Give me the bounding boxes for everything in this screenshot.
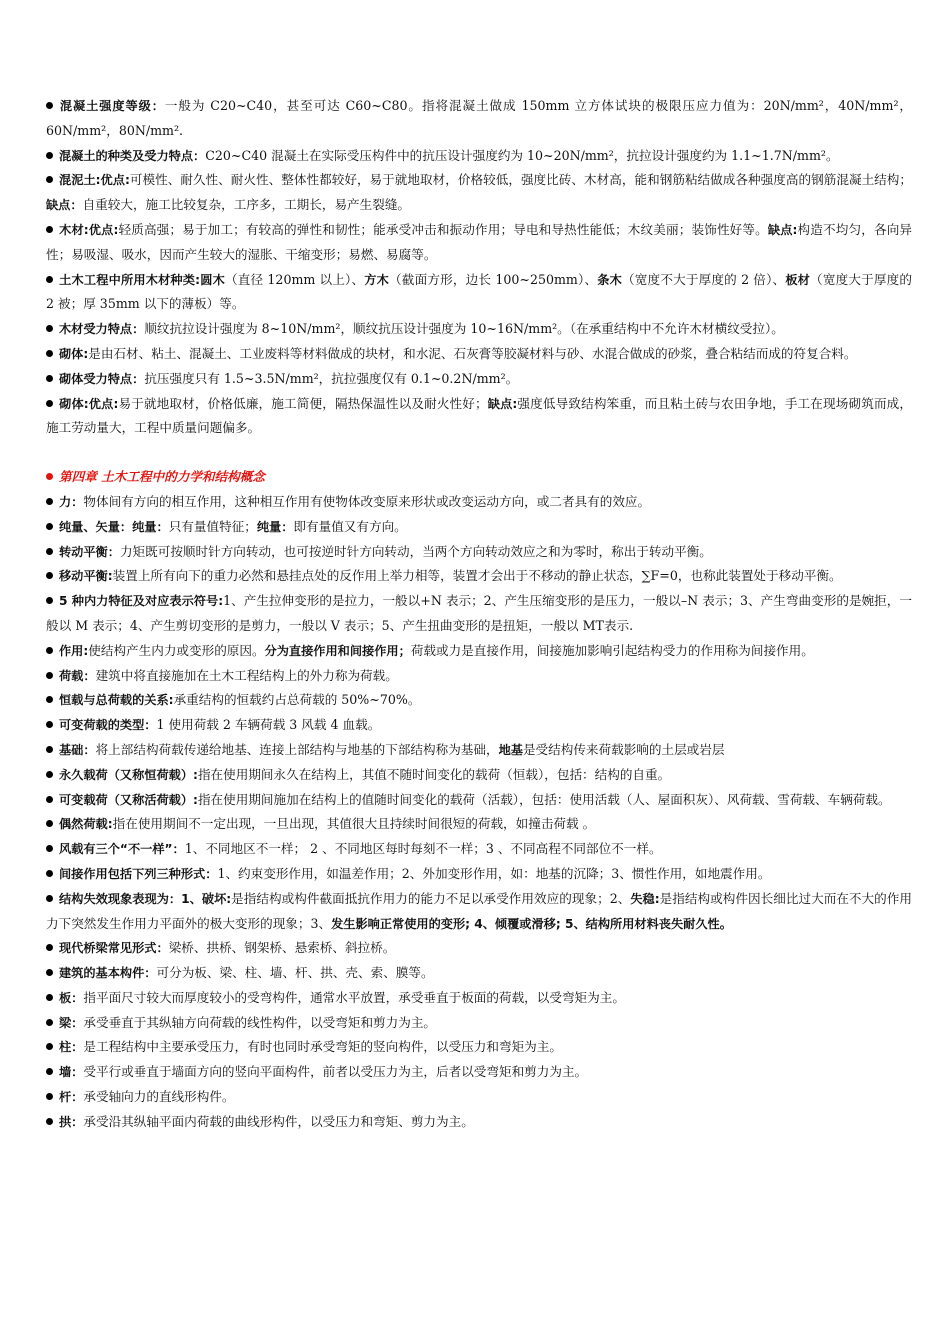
bullet-icon: [46, 696, 53, 703]
item-text: 梁桥、拱桥、钢架桥、悬索桥、斜拉桥。: [168, 940, 396, 956]
item-term: 墙：: [59, 1065, 84, 1080]
item-term: 作用:: [59, 643, 89, 658]
bullet-icon: [46, 548, 53, 555]
item-text: 是受结构传来荷载影响的土层或岩层: [522, 741, 725, 757]
bullet-icon: [46, 350, 53, 357]
list-item: [46, 218, 912, 268]
item-term: 缺点:: [487, 396, 518, 411]
chapter-title: 第四章 土木工程中的力学和结构概念: [59, 469, 265, 485]
bullet-icon: [46, 276, 53, 283]
list-item: [46, 713, 912, 738]
item-text: C20~C40 混凝土在实际受压构件中的抗压设计强度约为 10~20N/mm²，抗拉设计强度约为 1.1~1.7N/mm²。: [205, 147, 839, 163]
list-item: [46, 1035, 912, 1060]
bullet-icon: [46, 820, 53, 827]
item-term: 砌体受力特点：: [59, 371, 145, 386]
bullet-icon: [46, 1093, 53, 1100]
bullet-icon: [46, 572, 53, 579]
item-text: 可模性、耐久性、耐火性、整体性都较好，易于就地取材，价格较低，强度比砖、木材高，能和钢筋粘结做成各种强度高的钢筋混凝土结构；: [129, 172, 913, 188]
item-text: 使结构产生内力或变形的原因。: [88, 642, 265, 658]
list-item: [46, 94, 912, 144]
item-text: 1、产生拉伸变形的是拉力，一般以+N 表示；2、产生压缩变形的是压力，一般以–N 表示；3、产生弯曲变形的是婉拒，一般以 M 表示；4、产生剪切变形的是剪力，一般以 V 表示；5、产生扭曲变形的是扭矩，一般以 MT表示.: [46, 593, 912, 633]
list-item: [46, 763, 912, 788]
item-term: 混凝土强度等级：: [59, 99, 165, 113]
item-term: 发生影响正常使用的变形; 4、倾覆或滑移; 5、结构所用材料丧失耐久性。: [331, 916, 732, 931]
item-term: 恒载与总荷载的关系:: [59, 693, 174, 708]
list-item: [46, 317, 912, 342]
item-text: 易于就地取材，价格低廉，施工简便，隔热保温性以及耐火性好；: [118, 395, 488, 411]
item-term: 混凝土的种类及受力特点：: [59, 148, 206, 163]
list-item: [46, 1011, 912, 1036]
item-text: 建筑中将直接施加在土木工程结构上的外力称为荷载。: [95, 667, 398, 683]
bullet-icon: [46, 944, 53, 951]
list-item: [46, 688, 912, 713]
item-text: 承受沿其纵轴平面内荷载的曲线形构件，以受压力和弯矩、剪力为主。: [83, 1113, 474, 1129]
item-text: （宽度大于厚度的 2 被；厚 35mm 以下的薄板）等。: [46, 271, 913, 312]
item-term: 柱：: [59, 1040, 84, 1055]
item-term: 纯量、矢量：纯量：: [59, 519, 169, 534]
list-item: [46, 168, 912, 218]
bullet-icon: [46, 1068, 53, 1075]
section-mechanics: [46, 490, 912, 1135]
list-item: [46, 738, 912, 763]
item-term: 板材: [785, 272, 811, 287]
item-text: 受平行或垂直于墙面方向的竖向平面构件，前者以受压力为主，后者以受弯矩和剪力为主。: [83, 1064, 588, 1080]
item-term: 可变荷载的类型：: [59, 718, 157, 733]
bullet-icon: [46, 721, 53, 728]
item-text: 1、不同地区不一样； 2 、不同地区每时每刻不一样；3 、不同高程不同部位不一样。: [184, 841, 662, 857]
item-text: 一般为 C20~C40，甚至可达 C60~C80。指将混凝土做成 150mm 立方体试块的极限压应力值为：20N/mm²，40N/mm²，60N/mm²，80N/mm².: [46, 98, 913, 138]
item-text: 顺纹抗拉设计强度为 8~10N/mm²，顺纹抗压设计强度为 10~16N/mm²。（在承重结构中不允许木材横纹受拉）。: [144, 321, 784, 337]
item-term: 偶然荷载:: [59, 817, 113, 832]
item-text: 是指结构或构件因长细比过大而在不大的作用力下突然发生作用力平面外的极大变形的现象；3、: [46, 890, 912, 931]
bullet-icon: [46, 1043, 53, 1050]
item-text: 即有量值又有方向。: [293, 518, 407, 534]
item-term: 地基: [498, 742, 523, 757]
list-item: [46, 342, 912, 367]
list-item: [46, 639, 912, 664]
list-item: [46, 936, 912, 961]
list-item: [46, 837, 912, 862]
list-item: [46, 1085, 912, 1110]
bullet-icon: [46, 870, 53, 877]
list-item: [46, 540, 912, 565]
document-page: [46, 94, 912, 1135]
item-term: 结构失效现象表现为：1、破坏:: [59, 891, 232, 906]
item-term: 杆：: [59, 1090, 84, 1105]
list-item: [46, 986, 912, 1011]
bullet-icon: [46, 498, 53, 505]
item-text: 物体间有方向的相互作用，这种相互作用有使物体改变原来形状或改变运动方向，或二者具有的效应。: [83, 493, 651, 509]
item-text: （宽度不大于厚度的 2 倍）、: [622, 271, 786, 287]
item-text: 是工程结构中主要承受压力，有时也同时承受弯矩的竖向构件，以受压力和弯矩为主。: [83, 1039, 562, 1055]
section-gap: [46, 441, 912, 465]
item-term: 砌体:优点:: [59, 396, 119, 411]
item-text: 1、约束变形作用，如温差作用；2、外加变形作用，如：地基的沉降；3、惯性作用，如地震作用。: [217, 865, 771, 881]
bullet-icon: [46, 597, 53, 604]
list-item: [46, 490, 912, 515]
item-term: 风载有三个“不一样”：: [59, 842, 185, 857]
item-text: 强度低导致结构笨重，而且粘土砖与农田争地，手工在现场砌筑而成，施工劳动量大，工程中质量问题偏多。: [46, 395, 913, 436]
item-term: 梁：: [59, 1015, 84, 1030]
bullet-icon: [46, 473, 53, 480]
bullet-icon: [46, 226, 53, 233]
item-term: 拱：: [59, 1114, 84, 1129]
item-term: 缺点:: [767, 222, 798, 237]
bullet-icon: [46, 746, 53, 753]
item-text: 指在使用期间施加在结构上的值随时间变化的载荷（活载），包括：使用活载（人、屋面积灰）、风荷载、雪荷载、车辆荷载。: [197, 791, 891, 807]
bullet-icon: [46, 375, 53, 382]
item-text: 只有量值特征；: [168, 518, 257, 534]
list-item: [46, 812, 912, 837]
list-item: [46, 887, 912, 937]
list-item: [46, 515, 912, 540]
item-term: 间接作用包括下列三种形式：: [59, 866, 218, 881]
item-term: 建筑的基本构件：: [59, 966, 157, 981]
list-item: [46, 1110, 912, 1135]
section-materials: [46, 94, 912, 441]
item-text: 是指结构或构件截面抵抗作用力的能力不足以承受作用效应的现象；2、: [231, 890, 631, 906]
bullet-icon: [46, 102, 53, 109]
item-term: 木材受力特点：: [59, 322, 145, 337]
item-text: 承重结构的恒载约占总荷载的 50%~70%。: [173, 692, 421, 708]
item-term: 木材:优点:: [59, 222, 119, 237]
list-item: [46, 664, 912, 689]
bullet-icon: [46, 895, 53, 902]
item-text: 承受垂直于其纵轴方向荷载的线性构件，以受弯矩和剪力为主。: [83, 1014, 436, 1030]
bullet-icon: [46, 325, 53, 332]
list-item: [46, 589, 912, 639]
list-item: [46, 788, 912, 813]
item-term: 失稳:: [630, 891, 660, 906]
item-term: 力：: [59, 494, 84, 509]
bullet-icon: [46, 523, 53, 530]
item-term: 混泥土:优点:: [59, 173, 130, 188]
item-term: 土木工程中所用木材种类:圆木: [59, 272, 225, 287]
item-term: 现代桥梁常见形式：: [59, 941, 169, 956]
item-term: 砌体:: [59, 346, 89, 361]
list-item: [46, 961, 912, 986]
item-text: 力矩既可按顺时针方向转动，也可按逆时针方向转动，当两个方向转动效应之和为零时，称出于转动平衡。: [119, 543, 712, 559]
item-text: 荷载或力是直接作用，间接施加影响引起结构受力的作用称为间接作用。: [410, 642, 814, 658]
item-text: 轻质高强；易于加工；有较高的弹性和韧性；能承受冲击和振动作用；导电和导热性能低；木纹美丽；装饰性好等。: [118, 221, 768, 237]
item-text: 是由石材、粘土、混凝土、工业废料等材料做成的块材，和水泥、石灰膏等胶凝材料与砂、水混合做成的砂浆，叠合粘结而成的符复合料。: [88, 345, 857, 361]
item-text: （直径 120mm 以上）、: [224, 271, 365, 287]
bullet-icon: [46, 796, 53, 803]
bullet-icon: [46, 1019, 53, 1026]
list-item: [46, 392, 912, 442]
list-item: [46, 564, 912, 589]
item-text: 装置上所有向下的重力必然和悬挂点处的反作用上举力相等，装置才会出于不移动的静止状态，∑F=0，也称此装置处于移动平衡。: [112, 568, 842, 584]
bullet-icon: [46, 994, 53, 1001]
item-term: 永久载荷（又称恒荷载）:: [59, 767, 198, 782]
item-text: 承受轴向力的直线形构件。: [83, 1089, 235, 1105]
list-item: [46, 367, 912, 392]
item-text: 指在使用期间永久在结构上，其值不随时间变化的载荷（恒载），包括：结构的自重。: [197, 766, 671, 782]
item-term: 荷载：: [59, 668, 96, 683]
item-term: 缺点：: [46, 198, 83, 213]
item-term: 板：: [59, 990, 84, 1005]
item-term: 移动平衡:: [59, 569, 113, 584]
bullet-icon: [46, 400, 53, 407]
item-text: 可分为板、梁、柱、墙、杆、拱、壳、索、膜等。: [156, 965, 434, 981]
list-item: [46, 862, 912, 887]
bullet-icon: [46, 176, 53, 183]
item-text: 将上部结构荷载传递给地基、连接上部结构与地基的下部结构称为基础，: [95, 741, 499, 757]
bullet-icon: [46, 845, 53, 852]
item-text: 1 使用荷载 2 车辆荷载 3 风载 4 血载。: [156, 717, 381, 733]
list-item: [46, 144, 912, 169]
bullet-icon: [46, 771, 53, 778]
bullet-icon: [46, 672, 53, 679]
item-term: 条木: [597, 272, 623, 287]
item-term: 分为直接作用和间接作用；: [264, 643, 411, 658]
item-term: 5 种内力特征及对应表示符号:: [59, 594, 224, 609]
item-term: 可变载荷（又称活荷载）:: [59, 792, 198, 807]
list-item: [46, 268, 912, 318]
item-term: 转动平衡：: [59, 544, 120, 559]
bullet-icon: [46, 969, 53, 976]
item-text: 自重较大，施工比较复杂，工序多，工期长，易产生裂缝。: [82, 197, 410, 213]
bullet-icon: [46, 152, 53, 159]
chapter-heading: [46, 465, 912, 490]
item-text: 指平面尺寸较大而厚度较小的受弯构件，通常水平放置，承受垂直于板面的荷载，以受弯矩为主。: [83, 989, 625, 1005]
item-term: 方木: [364, 272, 390, 287]
item-text: 指在使用期间不一定出现，一旦出现，其值很大且持续时间很短的荷载，如撞击荷载 。: [112, 816, 596, 832]
item-text: （截面方形，边长 100~250mm）、: [389, 271, 598, 287]
item-term: 纯量：: [256, 519, 294, 534]
bullet-icon: [46, 1118, 53, 1125]
item-term: 基础：: [59, 742, 96, 757]
list-item: [46, 1060, 912, 1085]
item-text: 抗压强度只有 1.5~3.5N/mm²，抗拉强度仅有 0.1~0.2N/mm²。: [144, 370, 519, 386]
item-text: 构造不均匀，各向异性；易吸湿、吸水，因而产生较大的湿胀、干缩变形；易燃、易腐等。: [46, 221, 913, 262]
bullet-icon: [46, 647, 53, 654]
